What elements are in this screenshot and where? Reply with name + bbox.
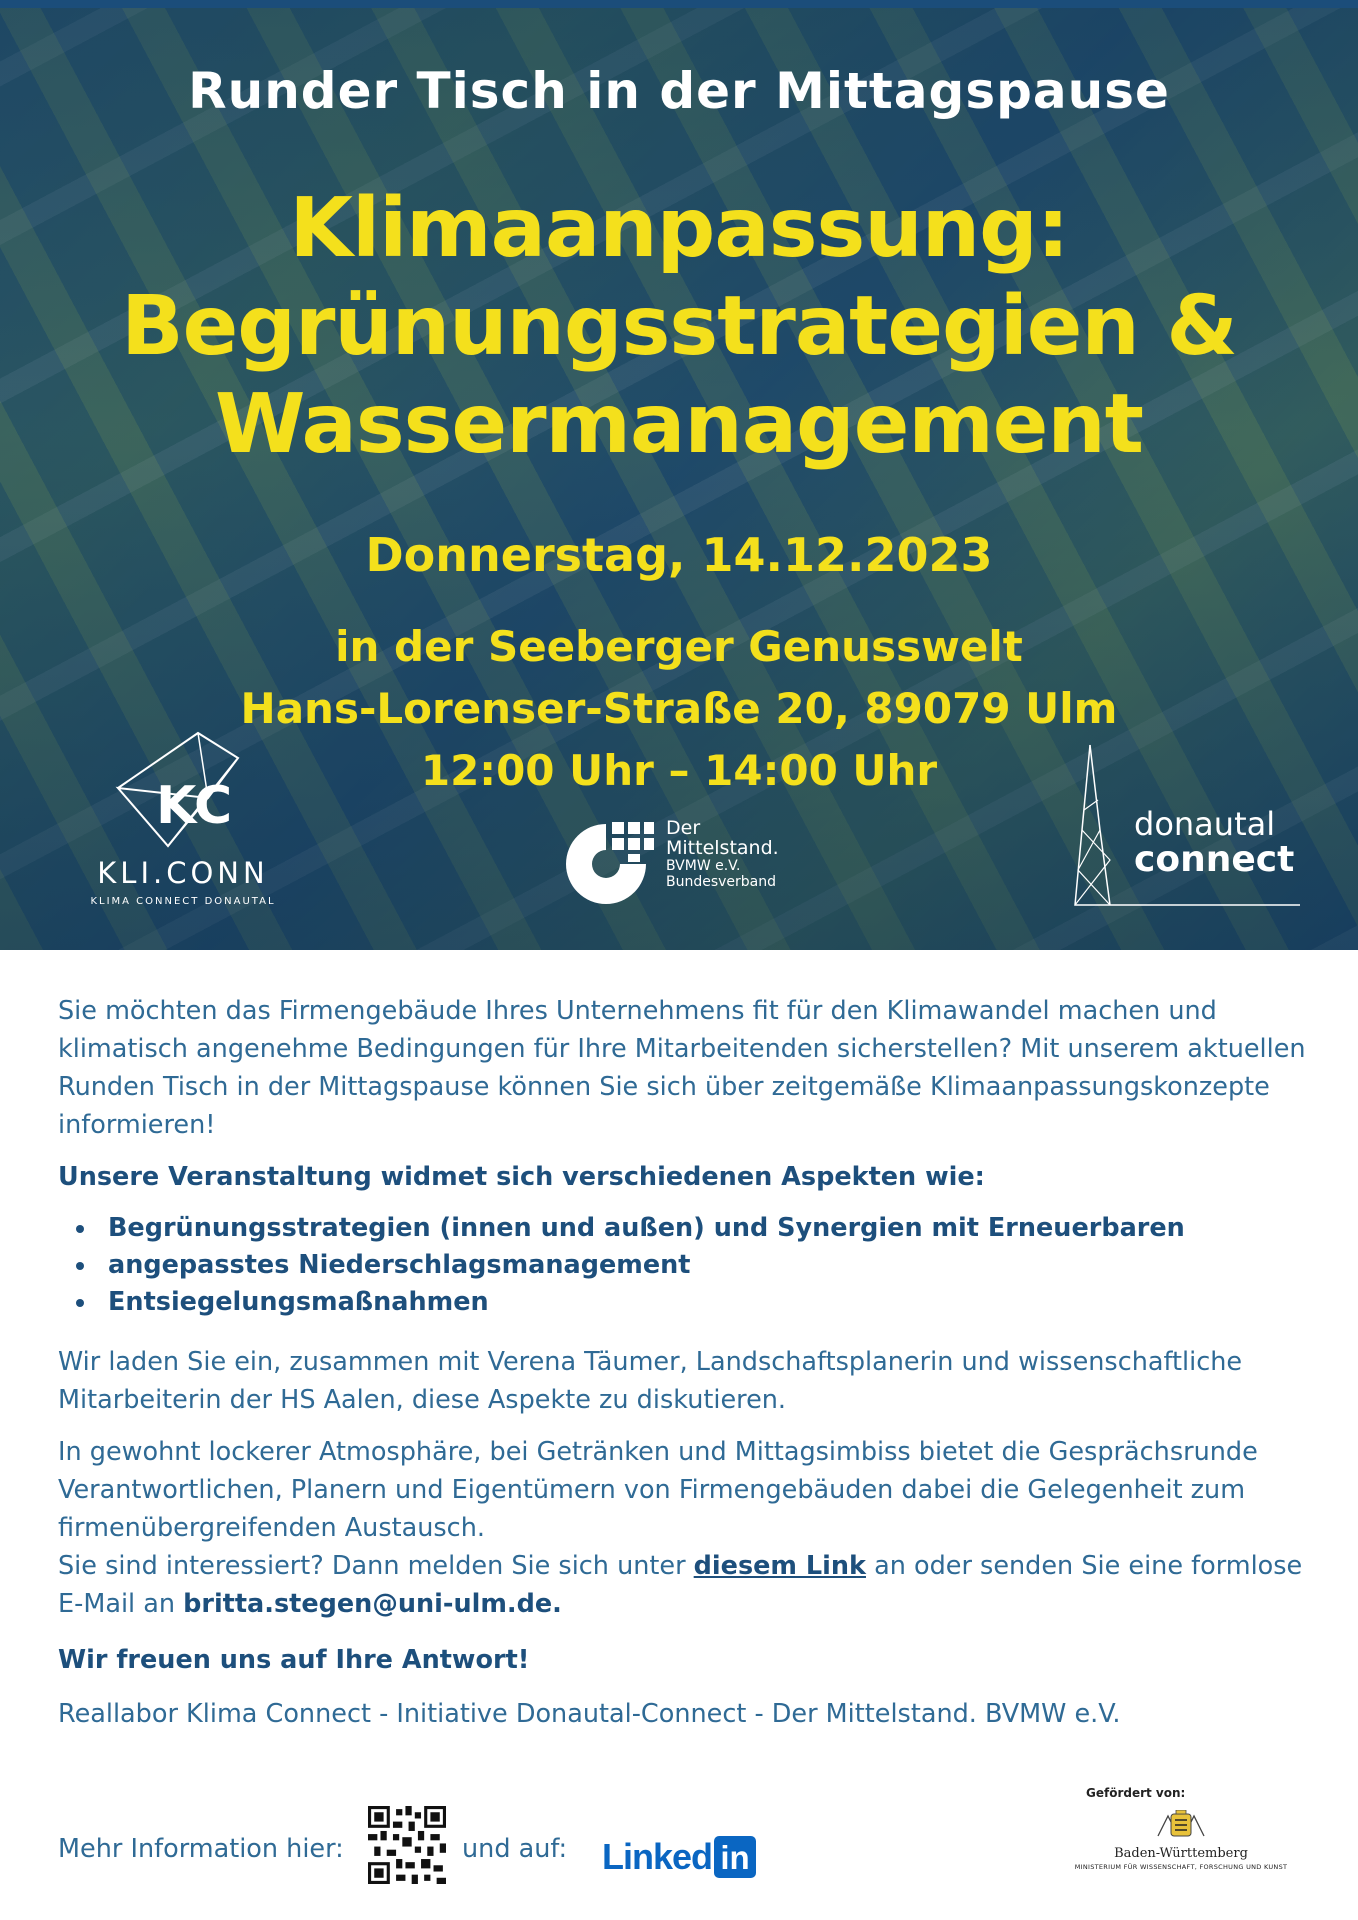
aspects-heading: Unsere Veranstaltung widmet sich verschiedenen Aspekten wie: — [58, 1162, 985, 1192]
mittelstand-line-3: BVMW e.V. — [666, 858, 741, 874]
funder-subtitle: MINISTERIUM FÜR WISSENSCHAFT, FORSCHUNG UND KUNST — [1074, 1863, 1288, 1871]
title-line-1: Klimaanpassung: — [289, 181, 1069, 276]
donautal-connect-logo — [1070, 740, 1310, 910]
event-time: 12:00 Uhr – 14:00 Uhr — [420, 746, 938, 795]
coat-of-arms-icon — [1154, 1810, 1208, 1840]
qr-code-icon[interactable] — [368, 1806, 446, 1884]
list-item: Entsiegelungsmaßnahmen — [58, 1284, 1308, 1321]
connect-word: connect — [1134, 839, 1295, 880]
register-text-pre: Sie sind interessiert? Dann melden Sie sich unter — [58, 1551, 694, 1581]
event-title — [0, 180, 1358, 474]
kliconn-mark-icon — [98, 728, 268, 853]
kliconn-tagline: KLIMA CONNECT DONAUTAL — [90, 896, 276, 907]
register-text-mid: an oder senden Sie eine formlose E-Mail an — [58, 1551, 1303, 1619]
title-line-2: Begrünungsstrategien & — [121, 279, 1237, 374]
invite-paragraph: Wir laden Sie ein, zusammen mit Verena Täumer, Landschaftsplanerin und wissenschaftliche Mitarbeiterin der HS Aalen, diese Aspekte zu diskutieren. — [58, 1347, 1243, 1415]
funded-by-label: Gefördert von: — [1086, 1786, 1186, 1800]
event-date: Donnerstag, 14.12.2023 — [365, 528, 993, 582]
donautal-word: donautal — [1134, 805, 1276, 843]
list-item: angepasstes Niederschlagsmanagement — [58, 1247, 1308, 1284]
mittelstand-text — [666, 818, 779, 890]
mittelstand-line-4: Bundesverband — [666, 874, 777, 890]
funder-name: Baden-Württemberg — [1114, 1846, 1248, 1861]
top-accent-bar — [0, 0, 1358, 8]
mittelstand-logo — [560, 818, 800, 908]
event-subtitle: Runder Tisch in der Mittagspause — [188, 62, 1170, 120]
more-info-label: Mehr Information hier: — [58, 1834, 344, 1864]
partners-line: Reallabor Klima Connect - Initiative Donautal-Connect - Der Mittelstand. BVMW e.V. — [58, 1699, 1121, 1729]
baden-wuerttemberg-logo — [1066, 1810, 1296, 1886]
kliconn-name: KLI.CONN — [97, 856, 269, 890]
linkedin-icon: in — [714, 1836, 756, 1878]
atmosphere-text: In gewohnt lockerer Atmosphäre, bei Getränken und Mittagsimbiss bietet die Gesprächsrunde Verantwortlichen, Planern und Eigentümern von Firmengebäuden dabei die Gelegenheit zum firmenübergreifenden Austausch. — [58, 1437, 1258, 1543]
contact-email[interactable]: britta.stegen@uni-ulm.de. — [183, 1589, 562, 1619]
linkedin-logo[interactable] — [602, 1836, 756, 1880]
donautal-text — [1134, 806, 1294, 878]
event-description — [58, 992, 1308, 1747]
linkedin-word: Linked — [602, 1836, 713, 1877]
title-line-3: Wassermanagement — [215, 377, 1143, 472]
mittelstand-line-2: Mittelstand. — [666, 837, 779, 859]
mittelstand-mark-icon — [560, 818, 656, 908]
and-on-label: und auf: — [462, 1834, 568, 1864]
event-venue: in der Seeberger Genusswelt — [335, 622, 1023, 671]
list-item: Begrünungsstrategien (innen und außen) und Synergien mit Erneuerbaren — [58, 1210, 1308, 1247]
kliconn-logo — [68, 728, 298, 908]
hero-banner — [0, 0, 1358, 950]
closing-line: Wir freuen uns auf Ihre Antwort! — [58, 1645, 530, 1675]
kliconn-mark-text: KC — [156, 776, 233, 836]
aspects-list — [58, 1210, 1308, 1321]
atmosphere-paragraph — [58, 1433, 1308, 1623]
intro-paragraph: Sie möchten das Firmengebäude Ihres Unternehmens fit für den Klimawandel machen und klimatisch angenehme Bedingungen für Ihre Mitarbeitenden sicherstellen? Mit unserem aktuellen Runden Tisch in der Mittagspause können Sie sich über zeitgemäße Klimaanpassungskonzepte informieren! — [58, 996, 1306, 1140]
event-address: Hans-Lorenser-Straße 20, 89079 Ulm — [240, 684, 1118, 733]
registration-link[interactable]: diesem Link — [693, 1551, 866, 1581]
mittelstand-line-1: Der — [666, 817, 701, 839]
